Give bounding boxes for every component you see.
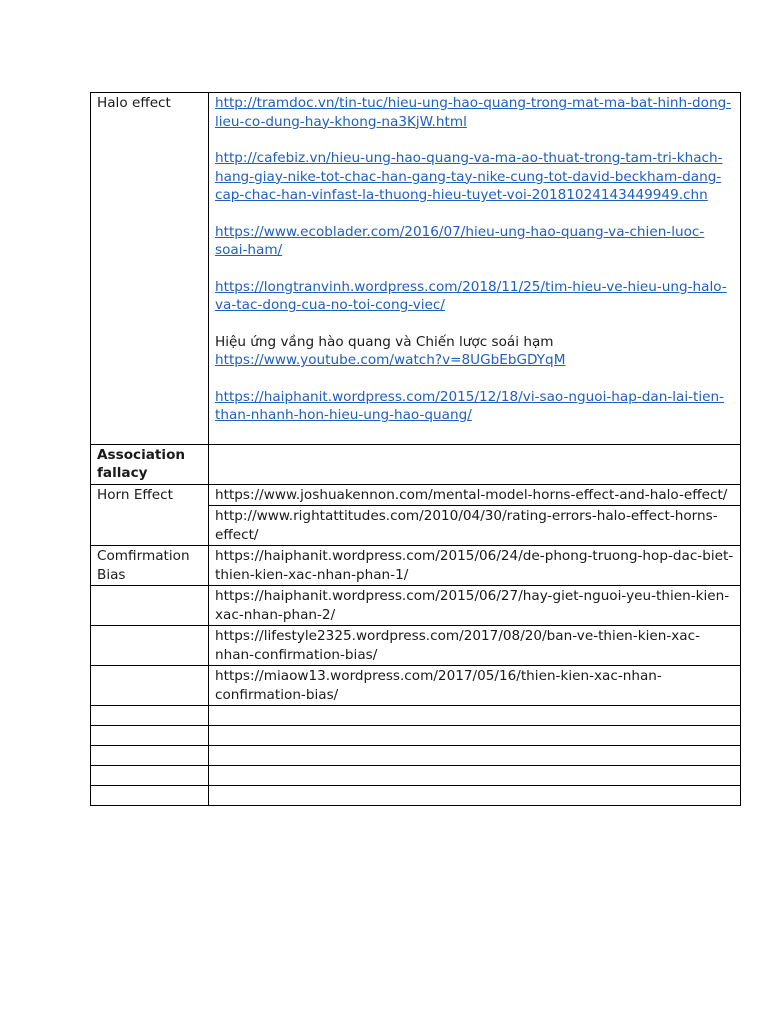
halo-youtube-title: Hiệu ứng vầng hào quang và Chiến lược soái hạm	[215, 333, 554, 350]
confirmation-link-haiphanit-1: https://haiphanit.wordpress.com/2015/06/24/de-phong-truong-hop-dac-biet-thien-kien-xac-nhan-phan-1/	[215, 548, 734, 583]
table-row-empty	[91, 726, 741, 746]
horn-link-joshuakennon: https://www.joshuakennon.com/mental-model-horns-effect-and-halo-effect/	[215, 486, 728, 503]
empty-cell	[209, 746, 741, 766]
confirmation-bias-link-cell-2	[209, 586, 741, 626]
empty-label-cell	[91, 586, 209, 626]
empty-cell	[91, 726, 209, 746]
empty-cell	[91, 786, 209, 806]
confirmation-link-haiphanit-2: https://haiphanit.wordpress.com/2015/06/27/hay-giet-nguoi-yeu-thien-kien-xac-nhan-phan-2/	[215, 588, 730, 623]
horn-effect-link-cell-2	[209, 506, 741, 546]
table-row-confirmation-bias-3	[91, 626, 741, 666]
horn-effect-label-cell	[91, 484, 209, 546]
association-fallacy-label-cell	[91, 444, 209, 484]
table-row-association-fallacy	[91, 444, 741, 484]
halo-effect-label-cell	[91, 93, 209, 445]
empty-cell	[91, 706, 209, 726]
table-row-empty	[91, 706, 741, 726]
spacer	[215, 260, 734, 278]
table-row-horn-effect-1	[91, 484, 741, 506]
confirmation-bias-link-cell-4	[209, 666, 741, 706]
table-row-confirmation-bias-1	[91, 546, 741, 586]
halo-link-longtranvinh[interactable]: https://longtranvinh.wordpress.com/2018/11/25/tim-hieu-ve-hieu-ung-halo-va-tac-dong-cua-no-toi-cong-viec/	[215, 278, 727, 313]
halo-link-youtube[interactable]: https://www.youtube.com/watch?v=8UGbEbGDYqM	[215, 352, 566, 368]
empty-cell	[209, 706, 741, 726]
halo-link-ecoblader[interactable]: https://www.ecoblader.com/2016/07/hieu-ung-hao-quang-va-chien-luoc-soai-ham/	[215, 223, 705, 258]
spacer	[215, 205, 734, 223]
spacer	[215, 315, 734, 333]
confirmation-bias-label: Comfirmation Bias	[97, 548, 190, 583]
spacer	[215, 425, 734, 443]
halo-link-cafebiz[interactable]: http://cafebiz.vn/hieu-ung-hao-quang-va-ma-ao-thuat-trong-tam-tri-khach-hang-giay-nike-tot-chac-han-gang-tay-nike-cung-tot-david-beckham-dang-cap-chac-han-vinfast-la-thuong-hieu-tuyet-voi-20181024143449949.chn	[215, 150, 723, 203]
halo-effect-label: Halo effect	[97, 95, 171, 111]
spacer	[215, 131, 734, 149]
table-row-empty	[91, 766, 741, 786]
halo-effect-links-cell	[209, 93, 741, 445]
confirmation-bias-link-cell-1	[209, 546, 741, 586]
empty-cell	[209, 766, 741, 786]
horn-link-rightattitudes: http://www.rightattitudes.com/2010/04/30/rating-errors-halo-effect-horns-effect/	[215, 508, 718, 543]
empty-cell	[91, 746, 209, 766]
empty-cell	[91, 766, 209, 786]
empty-cell	[209, 726, 741, 746]
association-fallacy-label: Association fallacy	[97, 446, 186, 481]
empty-cell	[209, 786, 741, 806]
table-row-halo-effect	[91, 93, 741, 445]
reference-table	[90, 92, 741, 806]
empty-label-cell	[91, 666, 209, 706]
confirmation-link-lifestyle2325: https://lifestyle2325.wordpress.com/2017/08/20/ban-ve-thien-kien-xac-nhan-confirmation-bias/	[215, 628, 700, 663]
table-row-empty	[91, 786, 741, 806]
horn-effect-label: Horn Effect	[97, 486, 173, 503]
empty-label-cell	[91, 626, 209, 666]
table-row-confirmation-bias-4	[91, 666, 741, 706]
confirmation-link-miaow13: https://miaow13.wordpress.com/2017/05/16/thien-kien-xac-nhan-confirmation-bias/	[215, 668, 662, 703]
horn-effect-link-cell-1	[209, 484, 741, 506]
confirmation-bias-label-cell	[91, 546, 209, 586]
confirmation-bias-link-cell-3	[209, 626, 741, 666]
association-fallacy-links-cell	[209, 444, 741, 484]
halo-link-haiphanit[interactable]: https://haiphanit.wordpress.com/2015/12/18/vi-sao-nguoi-hap-dan-lai-tien-than-nhanh-hon-hieu-ung-hao-quang/	[215, 388, 725, 423]
table-row-empty	[91, 746, 741, 766]
table-row-confirmation-bias-2	[91, 586, 741, 626]
spacer	[215, 370, 734, 388]
halo-link-tramdoc[interactable]: http://tramdoc.vn/tin-tuc/hieu-ung-hao-quang-trong-mat-ma-bat-hinh-dong-lieu-co-dung-hay-khong-na3KjW.html	[215, 95, 732, 130]
